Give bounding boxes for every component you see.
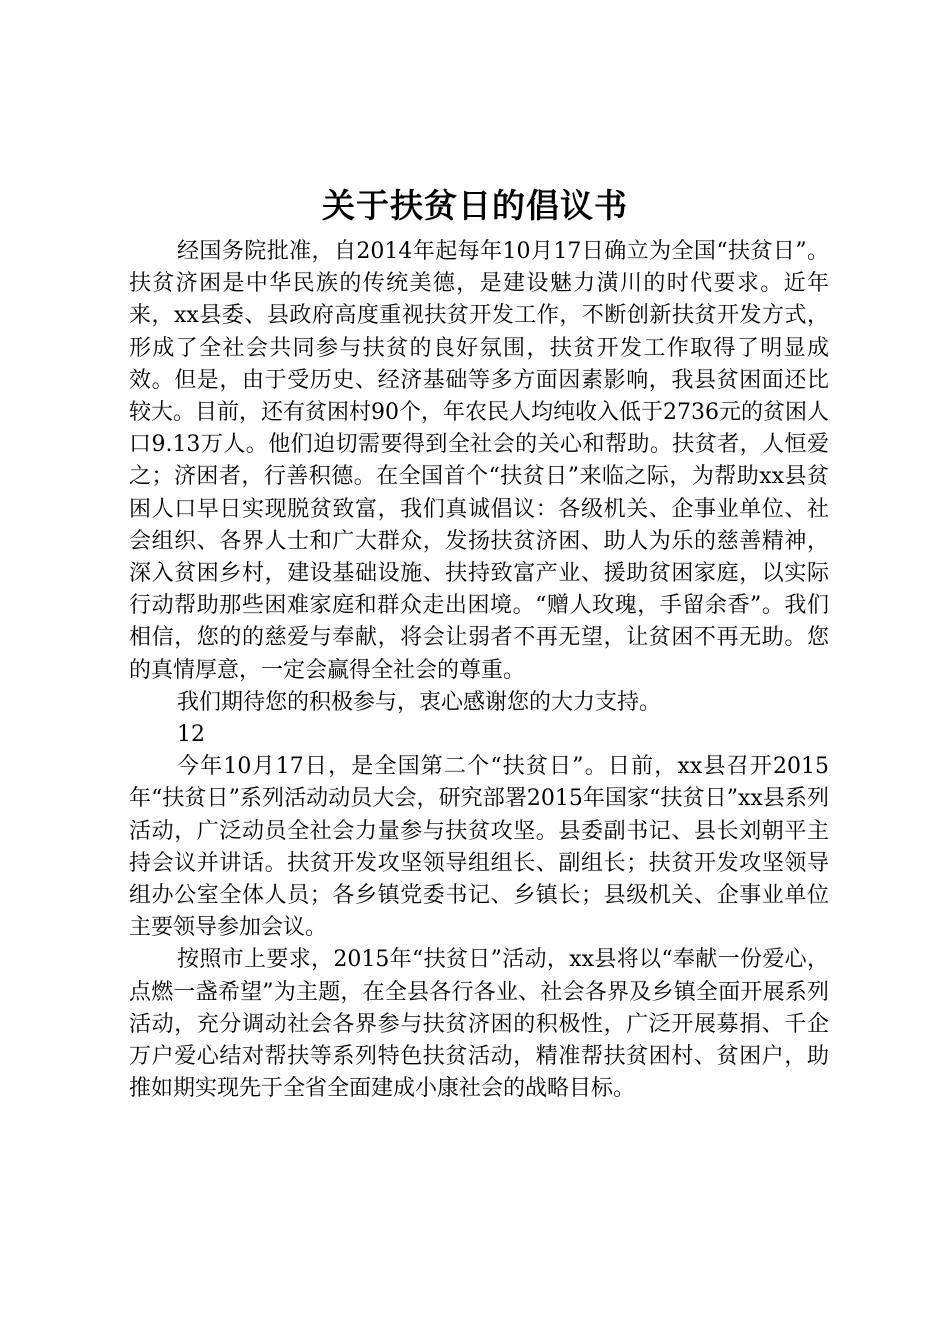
paragraph-activities: 按照市上要求，2015年“扶贫日”活动，xx县将以“奉献一份爱心，点燃一盏希望”为主题，在全县各行各业、社会各界及乡镇全面开展系列活动，充分调动社会各界参与扶贫济困的积极性，广泛开展募捐、千企万户爱心结对帮扶等系列特色扶贫活动，精准帮扶贫困村、贫困户，助推如期实现先于全省全面建成小康社会的战略目标。: [129, 947, 829, 1102]
paragraph-meeting: 今年10月17日，是全国第二个“扶贫日”。日前，xx县召开2015年“扶贫日”系列活动动员大会，研究部署2015年国家“扶贫日”xx县系列活动，广泛动员全社会力量参与扶贫攻坚。县委副书记、县长刘朝平主持会议并讲话。扶贫开发攻坚领导组组长、副组长；扶贫开发攻坚领导组办公室全体人员；各乡镇党委书记、乡镇长；县级机关、企事业单位主要领导参加会议。: [129, 754, 829, 941]
document-title: 关于扶贫日的倡议书: [322, 186, 628, 225]
document-body: [129, 236, 829, 1105]
paragraph-page-marker: 12: [177, 722, 205, 748]
paragraph-thanks: 我们期待您的积极参与，衷心感谢您的大力支持。: [177, 689, 662, 715]
paragraph-proposal: 经国务院批准，自2014年起每年10月17日确立为全国“扶贫日”。扶贫济困是中华民族的传统美德，是建设魅力潢川的时代要求。近年来，xx县委、县政府高度重视扶贫开发工作，不断创新扶贫开发方式，形成了全社会共同参与扶贫的良好氛围，扶贫开发工作取得了明显成效。但是，由于受历史、经济基础等多方面因素影响，我县贫困面还比较大。目前，还有贫困村90个，年农民人均纯收入低于2736元的贫困人口9.13万人。他们迫切需要得到全社会的关心和帮助。扶贫者，人恒爱之；济困者，行善积德。在全国首个“扶贫日”来临之际，为帮助xx县贫困人口早日实现脱贫致富，我们真诚倡议：各级机关、企事业单位、社会组织、各界人士和广大群众，发扬扶贫济困、助人为乐的慈善精神，深入贫困乡村，建设基础设施、扶持致富产业、援助贫困家庭，以实际行动帮助那些困难家庭和群众走出困境。“赠人玫瑰，手留余香”。我们相信，您的的慈爱与奉献，将会让弱者不再无望，让贫困不再无助。您的真情厚意，一定会赢得全社会的尊重。: [129, 239, 829, 683]
